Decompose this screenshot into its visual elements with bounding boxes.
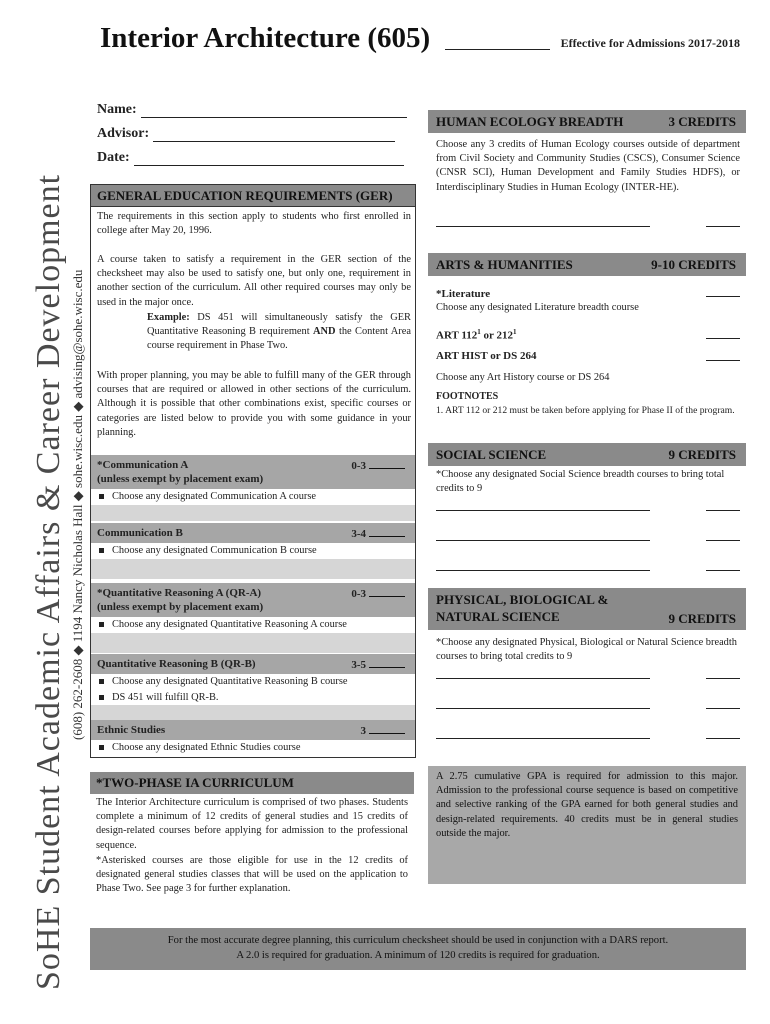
section-credits: 3 CREDITS: [668, 114, 736, 129]
bullet-icon: [99, 622, 104, 627]
natural-science-header: [428, 588, 746, 630]
title-row: [100, 22, 740, 56]
social-science-blank[interactable]: [436, 510, 740, 520]
two-phase-paragraph-1: The Interior Architecture curriculum is comprised of two phases. Students complete a minimum of 12 credits of general studies and 15 credits of design-related courses before applying for admission to the professional sequence.: [96, 797, 408, 851]
bullet-icon: [99, 679, 104, 684]
two-phase-header: *TWO-PHASE IA CURRICULUM: [90, 772, 414, 794]
course-communication-a: [91, 455, 415, 521]
section-title-line-1: PHYSICAL, BIOLOGICAL &: [436, 592, 609, 607]
bullet-icon: [99, 745, 104, 750]
two-phase-paragraph-2: *Asterisked courses are those eligible for use in the 12 credits of designated general studies classes that will be used on the application to Phase Two. See page 3 for further explanation.: [96, 855, 408, 895]
bullet-icon: [99, 494, 104, 499]
course-quantitative-reasoning-b: [91, 654, 415, 725]
course-title: Communication B: [97, 527, 183, 539]
bullet-icon: [99, 548, 104, 553]
page-title: Interior Architecture (605): [100, 22, 431, 54]
literature-note: Choose any designated Literature breadth course: [436, 302, 639, 313]
literature-label: *Literature: [436, 288, 491, 300]
social-science-blank[interactable]: [436, 570, 740, 580]
effective-date: Effective for Admissions 2017-2018: [560, 36, 740, 50]
spacer: [91, 559, 415, 579]
course-item: Choose any designated Quantitative Reasoning A course: [91, 617, 415, 633]
art-blank[interactable]: [706, 338, 740, 339]
art-label: ART $112^1$ or $212^1$: [436, 328, 517, 342]
course-item: Choose any designated Quantitative Reasoning B course: [91, 674, 415, 690]
course-header: [91, 523, 415, 543]
section-credits: 9 CREDITS: [668, 611, 736, 626]
art-history-blank[interactable]: [706, 360, 740, 361]
footer-line-1: For the most accurate degree planning, this curriculum checksheet should be used in conjunction with a DARS report.: [167, 935, 669, 946]
spacer: [91, 505, 415, 521]
section-title: HUMAN ECOLOGY BREADTH: [436, 114, 624, 129]
course-credits[interactable]: 3: [361, 724, 406, 738]
ger-paragraph-2: A course taken to satisfy a requirement in the GER section of the checksheet may also be used to satisfy one, but only one, requirement in another section of the curriculum. All other required courses may only be used in the major once.: [97, 254, 411, 308]
ger-header: GENERAL EDUCATION REQUIREMENTS (GER): [91, 185, 415, 207]
section-credits: 9 CREDITS: [668, 447, 736, 462]
date-line[interactable]: [134, 152, 404, 166]
arts-humanities-header: [428, 253, 746, 276]
course-credits[interactable]: 3-5: [351, 658, 405, 672]
natural-science-text: *Choose any designated Physical, Biological or Natural Science breadth courses to bring total credits to 9: [436, 637, 737, 663]
human-ecology-text: Choose any 3 credits of Human Ecology courses outside of department from Civil Society and Community Studies (CSCS), Consumer Science (CNSR SCI), Human Development and Family Studies HDFS), or Interdisciplinary Studies in Human Ecology (INTER-HE).: [436, 139, 740, 193]
course-subtitle: (unless exempt by placement exam): [97, 473, 264, 485]
section-title: ARTS & HUMANITIES: [436, 257, 573, 272]
course-header: [91, 654, 415, 674]
name-field[interactable]: [97, 102, 407, 118]
ger-section: [90, 184, 416, 758]
gpa-note: A 2.75 cumulative GPA is required for admission to this major. Admission to the professional course sequence is based on competitive and selective ranking of the GPA earned for both general studies and design-related requirements. 40 credits must be in general studies outside the major.: [428, 766, 746, 884]
social-science-header: [428, 443, 746, 466]
advisor-line[interactable]: [153, 128, 395, 142]
human-ecology-blank[interactable]: [436, 226, 740, 236]
name-label: Name:: [97, 102, 137, 117]
section-title: SOCIAL SCIENCE: [436, 447, 547, 462]
example-and: AND: [313, 326, 336, 338]
art-history-note: Choose any Art History course or DS 264: [436, 372, 610, 383]
course-item: DS 451 will fulfill QR-B.: [91, 690, 415, 706]
course-title: *Quantitative Reasoning A (QR-A): [97, 587, 262, 599]
course-item: Choose any designated Communication A course: [91, 489, 415, 505]
course-ethnic-studies: [91, 720, 415, 756]
course-header: [91, 720, 415, 740]
literature-blank[interactable]: [706, 296, 740, 297]
human-ecology-header: [428, 110, 746, 133]
section-title-line-2: NATURAL SCIENCE: [436, 609, 560, 624]
natural-science-blank[interactable]: [436, 708, 740, 718]
ger-paragraph-1: The requirements in this section apply to students who first enrolled in college after May 20, 1996.: [97, 211, 411, 237]
ger-paragraph-3: With proper planning, you may be able to fulfill many of the GER through courses that are required or allowed in other sections of the curriculum. Although it is possible that other combinations exist, specific courses or categories are listed below to provide you with some guidance in your planning.: [97, 370, 411, 438]
natural-science-blank[interactable]: [436, 738, 740, 748]
advisor-field[interactable]: [97, 126, 395, 142]
section-credits: 9-10 CREDITS: [651, 257, 736, 272]
art-history-label: ART HIST or DS 264: [436, 350, 537, 362]
bullet-icon: [99, 695, 104, 700]
social-science-blank[interactable]: [436, 540, 740, 550]
example-text-b: the Content Area course requirement in Phase Two.: [147, 326, 411, 352]
natural-science-blank[interactable]: [436, 678, 740, 688]
footer-line-2: A 2.0 is required for graduation. A minimum of 120 credits is required for graduation.: [236, 950, 600, 961]
side-contact-info: (608) 262-2608 ◆ 1194 Nancy Nicholas Hall ◆ sohe.wisc.edu ◆ advising@sohe.wisc.edu: [70, 269, 85, 740]
course-credits[interactable]: 0-3: [351, 459, 405, 473]
date-field[interactable]: [97, 150, 404, 166]
course-header: [91, 455, 415, 489]
ger-example: [147, 311, 411, 354]
course-title: Quantitative Reasoning B (QR-B): [97, 658, 256, 670]
course-quantitative-reasoning-a: [91, 583, 415, 653]
date-label: Date:: [97, 150, 130, 165]
course-header: [91, 583, 415, 617]
course-credits[interactable]: 0-3: [351, 587, 405, 601]
course-communication-b: [91, 523, 415, 579]
name-line[interactable]: [141, 104, 407, 118]
course-subtitle: (unless exempt by placement exam): [97, 601, 264, 613]
course-title: *Communication A: [97, 459, 189, 471]
footnote-1: 1. ART 112 or 212 must be taken before applying for Phase II of the program.: [436, 405, 735, 416]
example-text-a: DS 451 will simultaneously satisfy the GER Quantitative Reasoning B requirement: [147, 312, 411, 338]
course-title: Ethnic Studies: [97, 724, 166, 736]
course-item: Choose any designated Ethnic Studies course: [91, 740, 415, 756]
side-organization-name: SoHE Student Academic Affairs & Career Development: [30, 173, 67, 990]
advisor-label: Advisor:: [97, 126, 150, 141]
spacer: [91, 633, 415, 653]
example-label: Example:: [147, 312, 190, 323]
course-item: Choose any designated Communication B course: [91, 543, 415, 559]
footer-note: [90, 928, 746, 970]
course-credits[interactable]: 3-4: [351, 527, 405, 541]
social-science-text: *Choose any designated Social Science breadth courses to bring total credits to 9: [436, 469, 725, 495]
footnotes-label: FOOTNOTES: [436, 391, 499, 402]
title-underline: [445, 49, 550, 50]
